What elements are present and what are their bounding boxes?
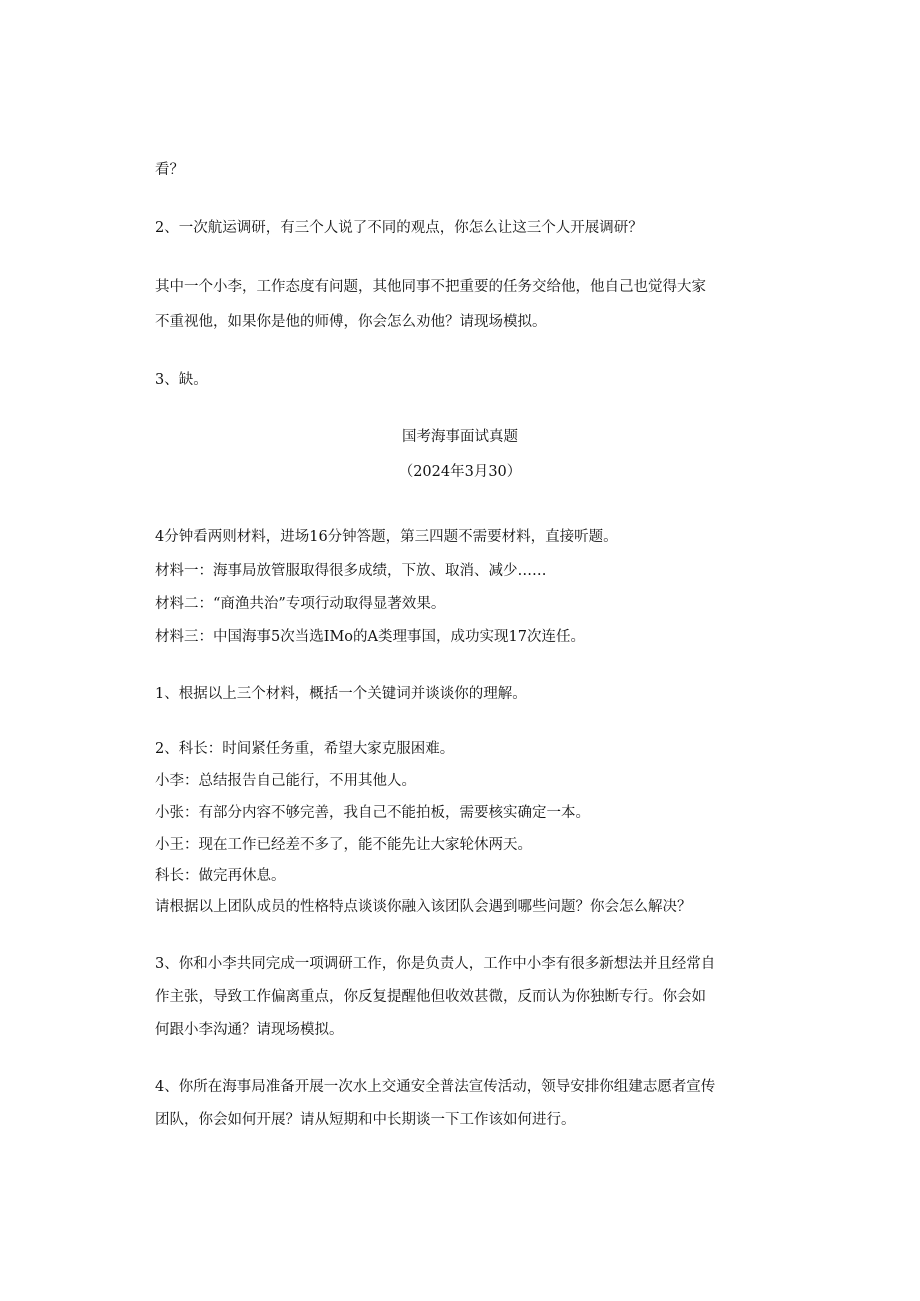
question-2-line-3: 小张：有部分内容不够完善，我自己不能拍板，需要核实确定一本。: [155, 805, 590, 821]
question-3-line-3: 何跟小李沟通？请现场模拟。: [155, 1022, 344, 1038]
question-4-line-2: 团队，你会如何开展？请从短期和中长期谈一下工作该如何进行。: [155, 1112, 576, 1128]
prev-question-2b-line-2: 不重视他，如果你是他的师傅，你会怎么劝他？请现场模拟。: [155, 314, 547, 330]
question-3-line-1: 3、你和小李共同完成一项调研工作，你是负责人，工作中小李有很多新想法并且经常自: [155, 956, 716, 972]
question-2-line-1: 2、科长：时间紧任务重，希望大家克服困难。: [155, 741, 455, 757]
question-2-line-4: 小王：现在工作已经差不多了，能不能先让大家轮休两天。: [155, 837, 532, 853]
section-title: 国考海事面试真题: [402, 429, 518, 445]
material-2: 材料二：“商渔共治”专项行动取得显著效果。: [155, 596, 446, 612]
material-1: 材料一：海事局放管服取得很多成绩，下放、取消、减少……: [155, 563, 547, 579]
prev-question-tail: 看？: [155, 162, 184, 178]
question-1: 1、根据以上三个材料，概括一个关键词并谈谈你的理解。: [155, 686, 527, 702]
question-4-line-1: 4、你所在海事局准备开展一次水上交通安全普法宣传活动，领导安排你组建志愿者宣传: [155, 1079, 716, 1095]
question-2-line-5: 科长：做完再休息。: [155, 868, 286, 884]
exam-intro: 4分钟看两则材料，进场16分钟答题，第三四题不需要材料，直接听题。: [155, 529, 618, 545]
question-2-line-2: 小李：总结报告自己能行，不用其他人。: [155, 773, 416, 789]
prev-question-2b-line-1: 其中一个小李，工作态度有问题，其他同事不把重要的任务交给他，他自己也觉得大家: [155, 279, 706, 295]
question-3-line-2: 作主张，导致工作偏离重点，你反复提醒他但收效甚微，反而认为你独断专行。你会如: [155, 989, 706, 1005]
prev-question-2: 2、一次航运调研，有三个人说了不同的观点，你怎么让这三个人开展调研？: [155, 220, 643, 236]
section-date: （2024年3月30）: [398, 464, 522, 480]
material-3: 材料三：中国海事5次当选IMo的A类理事国，成功实现17次连任。: [155, 629, 585, 645]
question-2-line-6: 请根据以上团队成员的性格特点谈谈你融入该团队会遇到哪些问题？你会怎么解决？: [155, 899, 692, 915]
prev-question-3: 3、缺。: [155, 372, 208, 388]
